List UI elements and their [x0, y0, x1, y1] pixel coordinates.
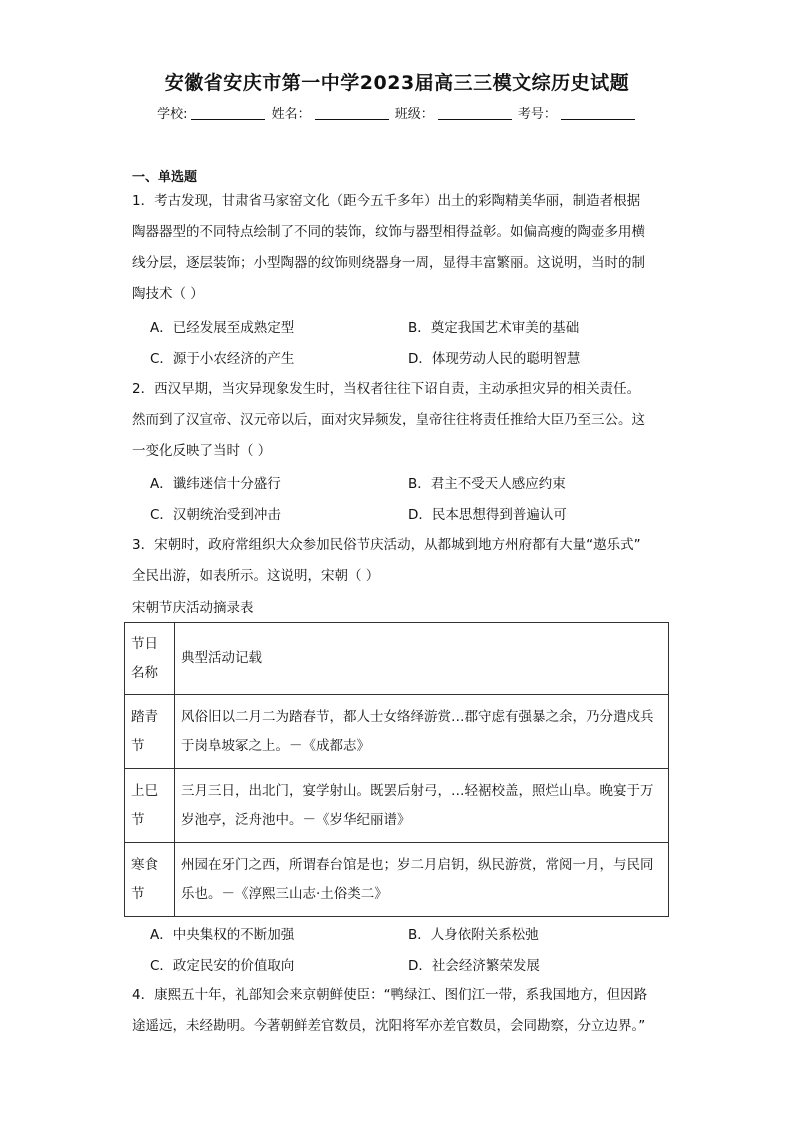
option-a[interactable]: A．已经发展至成熟定型	[150, 320, 295, 336]
question-4-stem	[132, 980, 670, 1042]
table-row	[125, 769, 669, 843]
question-1-stem	[132, 186, 670, 310]
table-cell-festival: 踏青节	[125, 695, 175, 769]
exam-title: 安徽省安庆市第一中学2023届高三三模文综历史试题	[164, 72, 630, 94]
student-info-line	[0, 103, 794, 122]
option-b[interactable]: B．奠定我国艺术审美的基础	[408, 320, 580, 336]
question-2-stem	[132, 374, 670, 467]
option-d[interactable]: D．民本思想得到普遍认可	[408, 507, 567, 523]
table-header-cell: 典型活动记载	[175, 623, 669, 695]
question-line: 全民出游，如表所示。这说明，宋朝（ ）	[132, 568, 380, 584]
table-row	[125, 695, 669, 769]
option-d[interactable]: D．体现劳动人民的聪明智慧	[408, 351, 581, 367]
class-label: 班级：	[394, 107, 434, 122]
question-line: 1．考古发现，甘肃省马家窑文化（距今五千多年）出土的彩陶精美华丽，制造者根据	[132, 193, 641, 209]
option-a[interactable]: A．中央集权的不断加强	[150, 927, 295, 943]
table-header-row	[125, 623, 669, 695]
question-line: 陶技术（ ）	[132, 286, 204, 302]
table-cell-record: 州园在牙门之西，所谓春台馆是也；岁二月启钥，纵民游赏，常阅一月，与民同乐也。－《淳熙三山志·土俗类二》	[175, 843, 669, 917]
option-c[interactable]: C．汉朝统治受到冲击	[150, 507, 281, 523]
question-line: 线分层，逐层装饰；小型陶器的纹饰则绕器身一周，显得丰富繁丽。这说明，当时的制	[132, 255, 645, 271]
name-label: 姓名：	[271, 107, 311, 122]
table-header-cell: 节日名称	[125, 623, 175, 695]
question-3-stem	[132, 530, 670, 592]
name-blank[interactable]	[315, 107, 389, 120]
table-cell-festival: 上巳节	[125, 769, 175, 843]
option-c[interactable]: C．政定民安的价值取向	[150, 958, 295, 974]
question-line: 一变化反映了当时（ ）	[132, 443, 272, 459]
option-b[interactable]: B．人身依附关系松弛	[408, 927, 539, 943]
table-caption: 宋朝节庆活动摘录表	[132, 600, 254, 616]
question-line: 4．康熙五十年，礼部知会来京朝鲜使臣：“鸭绿江、图们江一带，系我国地方，但因路	[132, 987, 648, 1003]
class-blank[interactable]	[438, 107, 512, 120]
question-line: 2．西汉早期，当灾异现象发生时，当权者往往下诏自责，主动承担灾异的相关责任。	[132, 381, 641, 397]
option-a[interactable]: A．谶纬迷信十分盛行	[150, 476, 281, 492]
table-cell-record: 风俗旧以二月二为踏春节，都人士女络绎游赏…郡守虑有强暴之余，乃分遣戍兵于岗阜坡冢之上。－《成都志》	[175, 695, 669, 769]
table-cell-record: 三月三日，出北门，宴学射山。既罢后射弓，…轻裾校盖，照烂山阜。晚宴于万岁池亭，泛舟池中。－《岁华纪丽谱》	[175, 769, 669, 843]
number-label: 考号：	[517, 107, 557, 122]
section-heading: 一、单选题	[132, 170, 198, 185]
option-b[interactable]: B．君主不受天人感应约束	[408, 476, 566, 492]
question-line: 陶器器型的不同特点绘制了不同的装饰，纹饰与器型相得益彰。如偏高瘦的陶壶多用横	[132, 224, 645, 240]
school-blank[interactable]	[191, 107, 265, 120]
table-row	[125, 843, 669, 917]
question-line: 然而到了汉宣帝、汉元帝以后，面对灾异频发，皇帝往往将责任推给大臣乃至三公。这	[132, 412, 645, 428]
table-cell-festival: 寒食节	[125, 843, 175, 917]
option-c[interactable]: C．源于小农经济的产生	[150, 351, 295, 367]
question-line: 途遥远，未经勘明。今著朝鲜差官数员，沈阳将军亦差官数员，会同勘察，分立边界。”	[132, 1018, 646, 1034]
question-line: 3．宋朝时，政府常组织大众参加民俗节庆活动，从都城到地方州府都有大量“遨乐式”	[132, 537, 641, 553]
number-blank[interactable]	[561, 107, 635, 120]
school-label: 学校:	[157, 107, 188, 122]
option-d[interactable]: D．社会经济繁荣发展	[408, 958, 540, 974]
festival-table	[124, 622, 669, 917]
